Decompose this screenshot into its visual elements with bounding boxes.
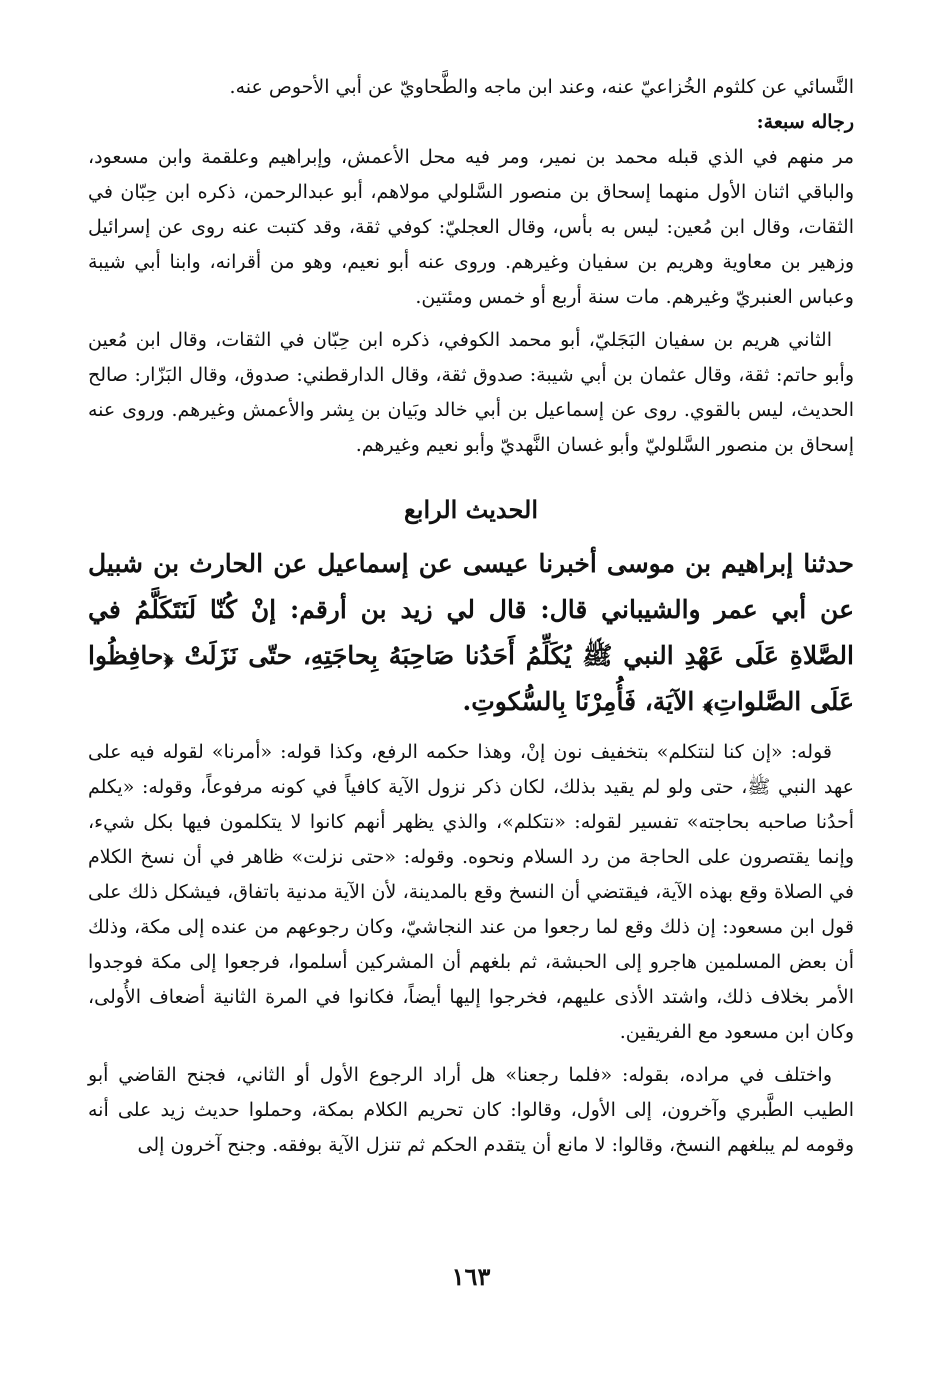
narrators-heading: رجاله سبعة:: [756, 111, 854, 133]
commentary-paragraph-1: قوله: «إن كنا لنتكلم» بتخفيف نون إنْ، وهذا حكمه الرفع، وكذا قوله: «أمرنا» لقوله فيه على عهد النبي ﷺ، حتى ولو لم يقيد بذلك، لكان ذكر نزول الآية كافياً في كونه مرفوعاً، وقوله: «يكلم أحدُنا صاحبه بحاجته» تفسير لقوله: «نتكلم»، والذي يظهر أنهم كانوا لا يتكلمون فيها بكل شيء، وإنما يقتصرون على الحاجة من رد السلام ونحوه. وقوله: «حتى نزلت» ظاهر في أن نسخ الكلام في الصلاة وقع بهذه الآية، فيقتضي أن النسخ وقع بالمدينة، لأن الآية مدنية باتفاق، فيشكل ذلك على قول ابن مسعود: إن ذلك وقع لما رجعوا من عند النجاشيّ، وكان رجوعهم من عنده إلى مكة، وذلك أن بعض المسلمين هاجرو إلى الحبشة، ثم بلغهم أن المشركين أسلموا، فرجعوا إلى مكة فوجدوا الأمر بخلاف ذلك، واشتد الأذى عليهم، فخرجوا إليها أيضاً، فكانوا في المرة الثانية أضعاف الأُولى، وكان ابن مسعود مع الفريقين.: [88, 741, 854, 1043]
hadith-heading: الحديث الرابع: [403, 495, 538, 524]
narrators-paragraph-2: الثاني هريم بن سفيان البَجَليّ، أبو محمد الكوفي، ذكره ابن حِبّان في الثقات، وقال ابن مُعين وأبو حاتم: ثقة، وقال عثمان بن أبي شيبة: صدوق ثقة، وقال الدارقطني: صدوق، وقال البَزّار: صالح الحديث، ليس بالقوي. روى عن إسماعيل بن أبي خالد وبَيان بن بِشر والأعمش وغيرهم. وروى عنه إسحاق بن منصور السَّلوليّ وأبو غسان النَّهديّ وأبو نعيم وغيرهم.: [88, 329, 854, 456]
narrators-paragraph-1: مر منهم في الذي قبله محمد بن نمير، ومر فيه محل الأعمش، وإبراهيم وعلقمة وابن مسعود، والباقي اثنان الأول منهما إسحاق بن منصور السَّلولي مولاهم، أبو عبدالرحمن، ذكره ابن حِبّان في الثقات، وقال ابن مُعين: ليس به بأس، وقال العجليّ: كوفي ثقة، وقد كتبت عنه روى عن إسرائيل وزهير بن معاوية وهريم بن سفيان وغيرهم. وروى عنه أبو نعيم، وهو من أقرانه، وابنا أبي شيبة وعباس العنبريّ وغيرهم. مات سنة أربع أو خمس ومئتين.: [88, 146, 854, 308]
intro-line: النَّسائي عن كلثوم الخُزاعيّ عنه، وعند ابن ماجه والطَّحاويّ عن أبي الأحوص عنه.: [229, 76, 854, 98]
commentary-paragraph-2: واختلف في مراده، بقوله: «فلما رجعنا» هل أراد الرجوع الأول أو الثاني، فجنح القاضي أبو الطيب الطَّبري وآخرون، إلى الأول، وقالوا: كان تحريم الكلام بمكة، وحملوا حديث زيد على أنه وقومه لم يبلغهم النسخ، وقالوا: لا مانع أن يتقدم الحكم ثم تنزل الآية بوفقه. وجنح آخرون إلى: [88, 1064, 854, 1156]
hadith-text: حدثنا إبراهيم بن موسى أخبرنا عيسى عن إسماعيل عن الحارث بن شبيل عن أبي عمر والشيباني قال: قال لي زيد بن أرقم: إنْ كُنّا لَنَتَكَلَّمُ في الصَّلاةِ عَلَى عَهْدِ النبي ﷺ يُكَلِّمُ أَحَدُنا صَاحِبَهُ بِحاجَتِهِ، حتّى نَزَلَتْ ﴿حافِظُوا عَلَى الصَّلواتِ﴾ الآيَة، فَأُمِرْنَا بِالسُّكوتِ.: [88, 549, 854, 716]
page-number: ١٦٣: [451, 1262, 491, 1291]
